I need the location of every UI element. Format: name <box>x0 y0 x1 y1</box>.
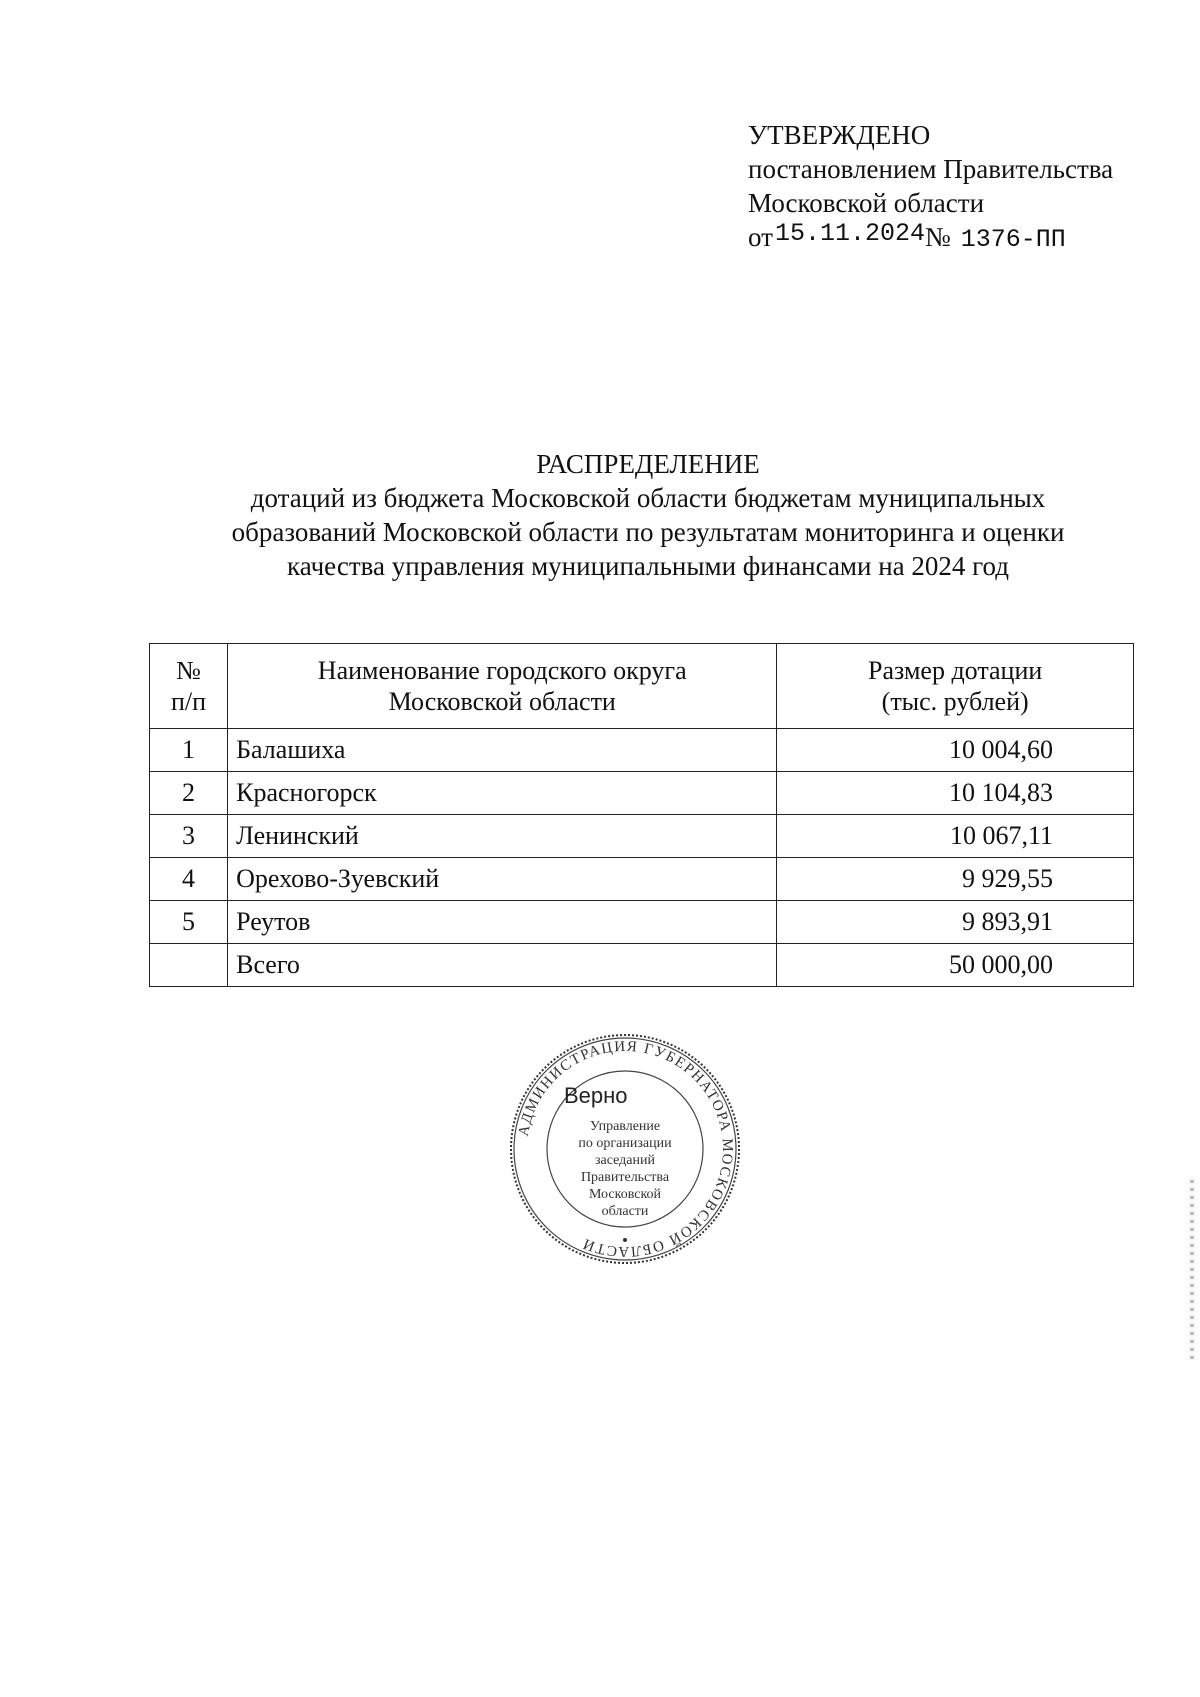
row-amount: 9 929,55 <box>777 858 1134 901</box>
document-subtitle-2: образований Московской области по результатам мониторинга и оценки <box>231 517 1065 547</box>
header-amount-line-2: (тыс. рублей) <box>881 687 1029 716</box>
stamp-ring-text: АДМИНИСТРАЦИЯ ГУБЕРНАТОРА МОСКОВСКОЙ ОБЛАСТИ <box>515 1038 736 1260</box>
stamp-line-5: Московской <box>588 1187 662 1202</box>
row-name: Ленинский <box>228 815 777 858</box>
approval-line-2: постановлением Правительства <box>748 154 1114 184</box>
row-amount: 9 893,91 <box>777 901 1134 944</box>
row-amount: 10 004,60 <box>777 729 1134 772</box>
date-prefix: от <box>748 222 773 252</box>
row-amount: 10 104,83 <box>777 772 1134 815</box>
header-number-line-2: п/п <box>171 687 207 716</box>
table-row <box>150 815 1134 858</box>
header-number <box>150 644 228 729</box>
row-number: 2 <box>150 772 228 815</box>
total-amount: 50 000,00 <box>777 944 1134 987</box>
document-heading <box>150 447 1146 583</box>
approval-line-3: Московской области <box>748 188 985 218</box>
row-amount: 10 067,11 <box>777 815 1134 858</box>
table-total-row <box>150 944 1134 987</box>
row-number: 4 <box>150 858 228 901</box>
approval-block <box>748 118 1113 257</box>
header-amount <box>777 644 1134 729</box>
stamp-verno-mark: Верно <box>564 1083 628 1108</box>
row-name: Балашиха <box>228 729 777 772</box>
row-number: 1 <box>150 729 228 772</box>
document-subtitle-1: дотаций из бюджета Московской области бюджетам муниципальных <box>250 483 1046 513</box>
scan-edge-marks <box>1190 1180 1194 1360</box>
allocation-table <box>149 643 1134 987</box>
document-title: РАСПРЕДЕЛЕНИЕ <box>536 449 760 479</box>
total-label: Всего <box>228 944 777 987</box>
header-name <box>228 644 777 729</box>
header-amount-line-1: Размер дотации <box>868 656 1043 685</box>
decree-number: 1376-ПП <box>960 225 1066 254</box>
header-number-line-1: № <box>176 656 201 685</box>
approval-title: УТВЕРЖДЕНО <box>748 120 931 150</box>
stamp-line-6: области <box>601 1204 649 1219</box>
row-name: Орехово-Зуевский <box>228 858 777 901</box>
stamp-line-1: Управление <box>589 1119 661 1134</box>
stamp-dot <box>623 1238 627 1242</box>
total-number <box>150 944 228 987</box>
header-name-line-1: Наименование городского округа <box>317 656 687 685</box>
row-number: 3 <box>150 815 228 858</box>
number-prefix: № <box>924 222 951 252</box>
row-name: Реутов <box>228 901 777 944</box>
row-name: Красногорск <box>228 772 777 815</box>
decree-date: 15.11.2024 <box>774 219 925 248</box>
document-subtitle-3: качества управления муниципальными финансами на 2024 год <box>286 551 1010 581</box>
table-row <box>150 858 1134 901</box>
table-row <box>150 901 1134 944</box>
table-row <box>150 729 1134 772</box>
stamp-line-2: по организации <box>578 1136 672 1151</box>
stamp-line-4: Правительства <box>580 1170 670 1185</box>
row-number: 5 <box>150 901 228 944</box>
table-row <box>150 772 1134 815</box>
stamp-line-3: заседаний <box>595 1153 655 1168</box>
table-header-row <box>150 644 1134 729</box>
approval-date-line <box>748 220 1113 257</box>
header-name-line-2: Московской области <box>388 687 616 716</box>
official-stamp <box>506 1030 744 1268</box>
